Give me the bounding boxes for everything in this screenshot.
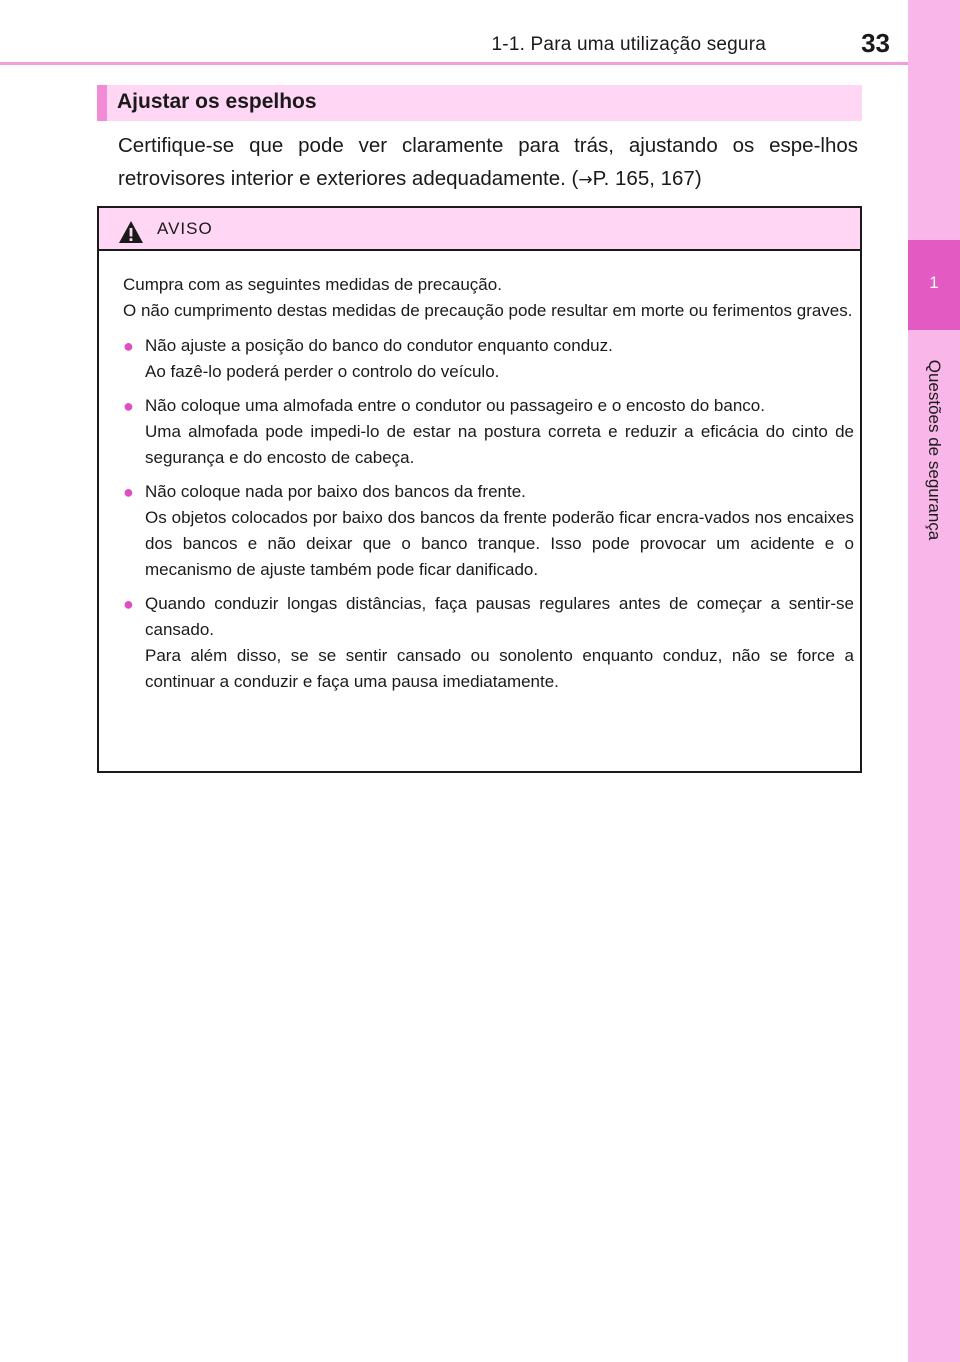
warning-list-item [123, 333, 854, 385]
page-reference: P. 165, 167) [592, 167, 702, 190]
warning-box [97, 206, 862, 773]
warning-item-title: Não ajuste a posição do banco do condutor enquanto conduz. [145, 336, 613, 355]
header-section-title: 1-1. Para uma utilização segura [491, 34, 766, 55]
pink-dot-bullet-icon: ● [123, 594, 134, 614]
side-chapter-number: 1 [908, 240, 960, 330]
warning-list-item [123, 479, 854, 583]
section-intro-paragraph [118, 129, 858, 197]
arrow-right-icon: → [578, 170, 593, 190]
warning-title: AVISO [157, 219, 213, 238]
section-heading-bar [97, 85, 862, 121]
side-chapter-strip [908, 0, 960, 1362]
warning-list-item [123, 393, 854, 471]
section-heading: Ajustar os espelhos [117, 90, 317, 113]
warning-item-title: Não coloque nada por baixo dos bancos da frente. [145, 482, 526, 501]
side-chapter-title: Questões de segurança [925, 359, 944, 541]
warning-intro-line: Cumpra com as seguintes medidas de precaução. [123, 275, 502, 294]
warning-triangle-icon [118, 220, 144, 244]
warning-item-title: Não coloque uma almofada entre o condutor ou passageiro e o encosto do banco. [145, 396, 765, 415]
warning-intro [123, 272, 854, 324]
intro-text: Certifique-se que pode ver claramente para trás, ajustando os espe-lhos retrovisores interior e exteriores adequadamente. ( [118, 134, 858, 190]
warning-body [123, 272, 854, 703]
warning-item-description: Ao fazê-lo poderá perder o controlo do veículo. [145, 362, 500, 381]
page-number: 33 [861, 28, 890, 58]
warning-item-description: Uma almofada pode impedi-lo de estar na postura correta e reduzir a eficácia do cinto de segurança e do encosto de cabeça. [145, 422, 854, 467]
page-header [0, 0, 908, 64]
warning-item-description: Os objetos colocados por baixo dos bancos da frente poderão ficar encra-vados nos encaixes dos bancos e não deixar que o banco tranque. Isso pode provocar um acidente e o mecanismo de ajuste também pode ficar danificado. [145, 508, 854, 579]
pink-dot-bullet-icon: ● [123, 336, 134, 356]
warning-header [99, 208, 860, 251]
pink-dot-bullet-icon: ● [123, 482, 134, 502]
warning-intro-line: O não cumprimento destas medidas de precaução pode resultar em morte ou ferimentos graves. [123, 301, 853, 320]
warning-item-description: Para além disso, se se sentir cansado ou sonolento enquanto conduz, não se force a continuar a conduzir e faça uma pausa imediatamente. [145, 646, 854, 691]
warning-item-title: Quando conduzir longas distâncias, faça pausas regulares antes de começar a sentir-se cansado. [145, 594, 854, 639]
pink-dot-bullet-icon: ● [123, 396, 134, 416]
warning-list-item [123, 591, 854, 695]
header-divider [0, 62, 908, 65]
